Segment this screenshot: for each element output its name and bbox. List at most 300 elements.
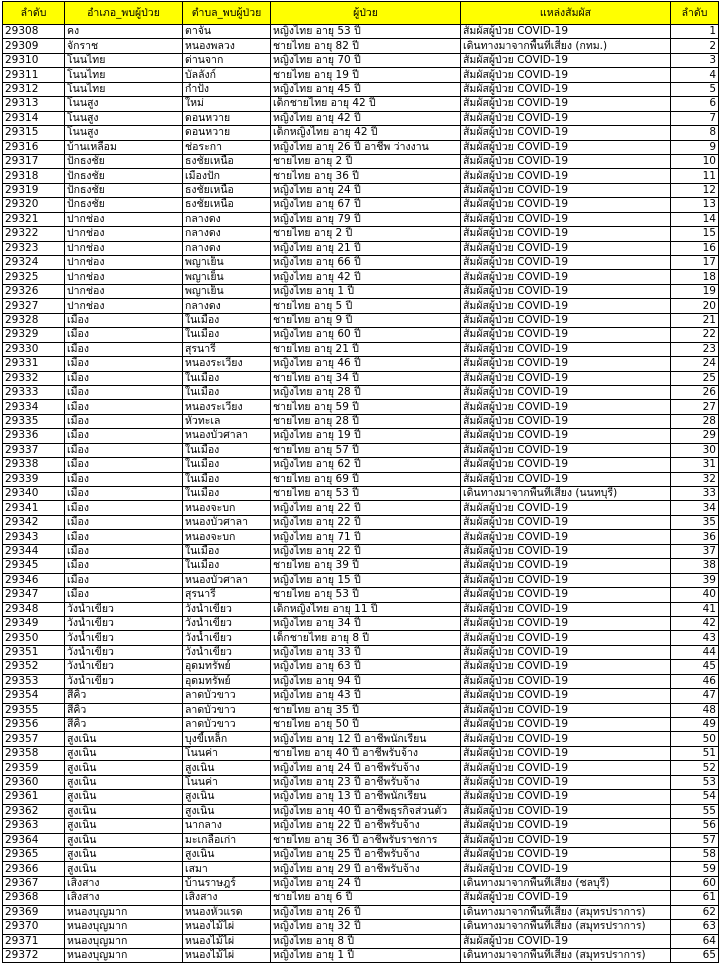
subdistrict-cell: สูงเนิน <box>183 761 271 775</box>
district-cell: เมือง <box>65 385 183 399</box>
district-cell: เมือง <box>65 588 183 602</box>
exposure-source-cell: สัมผัสผู้ป่วย COVID-19 <box>461 414 671 428</box>
patient-cell: หญิงไทย อายุ 67 ปี <box>271 198 461 212</box>
case-number-cell: 29372 <box>3 949 65 963</box>
sequence-cell: 55 <box>671 804 719 818</box>
exposure-source-cell: สัมผัสผู้ป่วย COVID-19 <box>461 501 671 515</box>
sequence-cell: 17 <box>671 256 719 270</box>
subdistrict-cell: หนองบัวศาลา <box>183 429 271 443</box>
case-number-cell: 29364 <box>3 833 65 847</box>
table-row <box>3 862 719 876</box>
patient-cell: หญิงไทย อายุ 79 ปี <box>271 212 461 226</box>
case-number-cell: 29309 <box>3 39 65 53</box>
district-cell: เมือง <box>65 371 183 385</box>
district-cell: วังน้ำเขียว <box>65 602 183 616</box>
case-number-cell: 29360 <box>3 775 65 789</box>
case-number-cell: 29308 <box>3 25 65 39</box>
exposure-source-cell: สัมผัสผู้ป่วย COVID-19 <box>461 732 671 746</box>
district-cell: หนองบุญมาก <box>65 949 183 963</box>
case-number-cell: 29370 <box>3 920 65 934</box>
patient-cell: ชายไทย อายุ 50 ปี <box>271 718 461 732</box>
header-district: อำเภอ_พบผู้ป่วย <box>65 2 183 25</box>
subdistrict-cell: หนองไม้ไผ่ <box>183 934 271 948</box>
exposure-source-cell: สัมผัสผู้ป่วย COVID-19 <box>461 761 671 775</box>
subdistrict-cell: หนองหัวแรด <box>183 905 271 919</box>
patient-cell: หญิงไทย อายุ 26 ปี <box>271 905 461 919</box>
subdistrict-cell: ลาดบัวขาว <box>183 718 271 732</box>
district-cell: หนองบุญมาก <box>65 920 183 934</box>
district-cell: เสิงสาง <box>65 876 183 890</box>
case-number-cell: 29357 <box>3 732 65 746</box>
patient-cell: หญิงไทย อายุ 62 ปี <box>271 458 461 472</box>
sequence-cell: 9 <box>671 140 719 154</box>
exposure-source-cell: สัมผัสผู้ป่วย COVID-19 <box>461 256 671 270</box>
header-row <box>3 2 719 25</box>
table-row <box>3 443 719 457</box>
sequence-cell: 7 <box>671 111 719 125</box>
table-row <box>3 645 719 659</box>
exposure-source-cell: สัมผัสผู้ป่วย COVID-19 <box>461 140 671 154</box>
subdistrict-cell: พญาเย็น <box>183 284 271 298</box>
subdistrict-cell: ในเมือง <box>183 544 271 558</box>
exposure-source-cell: สัมผัสผู้ป่วย COVID-19 <box>461 154 671 168</box>
subdistrict-cell: ในเมือง <box>183 487 271 501</box>
exposure-source-cell: สัมผัสผู้ป่วย COVID-19 <box>461 775 671 789</box>
exposure-source-cell: สัมผัสผู้ป่วย COVID-19 <box>461 588 671 602</box>
case-number-cell: 29311 <box>3 68 65 82</box>
patient-cell: ชายไทย อายุ 82 ปี <box>271 39 461 53</box>
case-number-cell: 29346 <box>3 573 65 587</box>
header-subdistrict: ตำบล_พบผู้ป่วย <box>183 2 271 25</box>
sequence-cell: 35 <box>671 515 719 529</box>
case-number-cell: 29365 <box>3 847 65 861</box>
subdistrict-cell: พญาเย็น <box>183 256 271 270</box>
case-number-cell: 29321 <box>3 212 65 226</box>
patient-cell: หญิงไทย อายุ 23 ปี อาชีพรับจ้าง <box>271 775 461 789</box>
sequence-cell: 20 <box>671 299 719 313</box>
district-cell: เมือง <box>65 472 183 486</box>
table-row <box>3 920 719 934</box>
table-body <box>3 25 719 963</box>
subdistrict-cell: พญาเย็น <box>183 270 271 284</box>
patient-cell: หญิงไทย อายุ 24 ปี อาชีพรับจ้าง <box>271 761 461 775</box>
patient-cell: หญิงไทย อายุ 22 ปี <box>271 515 461 529</box>
case-number-cell: 29356 <box>3 718 65 732</box>
sequence-cell: 6 <box>671 97 719 111</box>
exposure-source-cell: สัมผัสผู้ป่วย COVID-19 <box>461 385 671 399</box>
case-number-cell: 29350 <box>3 631 65 645</box>
case-number-cell: 29348 <box>3 602 65 616</box>
exposure-source-cell: สัมผัสผู้ป่วย COVID-19 <box>461 674 671 688</box>
case-number-cell: 29333 <box>3 385 65 399</box>
subdistrict-cell: เสมา <box>183 862 271 876</box>
subdistrict-cell: อุดมทรัพย์ <box>183 674 271 688</box>
patient-cell: หญิงไทย อายุ 24 ปี <box>271 183 461 197</box>
table-row <box>3 183 719 197</box>
sequence-cell: 33 <box>671 487 719 501</box>
patient-cell: หญิงไทย อายุ 25 ปี อาชีพรับจ้าง <box>271 847 461 861</box>
subdistrict-cell: ดอนหวาย <box>183 111 271 125</box>
subdistrict-cell: ในเมือง <box>183 371 271 385</box>
subdistrict-cell: ในเมือง <box>183 313 271 327</box>
exposure-source-cell: สัมผัสผู้ป่วย COVID-19 <box>461 472 671 486</box>
patient-cell: หญิงไทย อายุ 32 ปี <box>271 920 461 934</box>
sequence-cell: 49 <box>671 718 719 732</box>
case-number-cell: 29315 <box>3 126 65 140</box>
sequence-cell: 34 <box>671 501 719 515</box>
sequence-cell: 52 <box>671 761 719 775</box>
patient-cell: ชายไทย อายุ 57 ปี <box>271 443 461 457</box>
case-number-cell: 29355 <box>3 703 65 717</box>
district-cell: ปากช่อง <box>65 284 183 298</box>
case-number-cell: 29318 <box>3 169 65 183</box>
patient-cell: หญิงไทย อายุ 1 ปี <box>271 949 461 963</box>
case-number-cell: 29337 <box>3 443 65 457</box>
exposure-source-cell: เดินทางมาจากพื้นที่เสี่ยง (สมุทรปราการ) <box>461 905 671 919</box>
district-cell: เสิงสาง <box>65 891 183 905</box>
subdistrict-cell: สุรนารี <box>183 588 271 602</box>
case-number-cell: 29363 <box>3 819 65 833</box>
subdistrict-cell: หนองจะบก <box>183 530 271 544</box>
table-row <box>3 530 719 544</box>
district-cell: เมือง <box>65 573 183 587</box>
exposure-source-cell: สัมผัสผู้ป่วย COVID-19 <box>461 82 671 96</box>
case-number-cell: 29369 <box>3 905 65 919</box>
sequence-cell: 64 <box>671 934 719 948</box>
header-patient: ผู้ป่วย <box>271 2 461 25</box>
exposure-source-cell: เดินทางมาจากพื้นที่เสี่ยง (สมุทรปราการ) <box>461 920 671 934</box>
district-cell: ปากช่อง <box>65 212 183 226</box>
table-row <box>3 804 719 818</box>
table-row <box>3 371 719 385</box>
exposure-source-cell: สัมผัสผู้ป่วย COVID-19 <box>461 689 671 703</box>
exposure-source-cell: สัมผัสผู้ป่วย COVID-19 <box>461 790 671 804</box>
district-cell: วังน้ำเขียว <box>65 645 183 659</box>
patient-cell: ชายไทย อายุ 34 ปี <box>271 371 461 385</box>
table-row <box>3 299 719 313</box>
subdistrict-cell: หนองระเวียง <box>183 400 271 414</box>
sequence-cell: 13 <box>671 198 719 212</box>
patient-cell: หญิงไทย อายุ 33 ปี <box>271 645 461 659</box>
sequence-cell: 61 <box>671 891 719 905</box>
subdistrict-cell: ในเมือง <box>183 385 271 399</box>
subdistrict-cell: หนองจะบก <box>183 501 271 515</box>
case-number-cell: 29312 <box>3 82 65 96</box>
table-row <box>3 25 719 39</box>
subdistrict-cell: สูงเนิน <box>183 847 271 861</box>
district-cell: สูงเนิน <box>65 862 183 876</box>
case-number-cell: 29344 <box>3 544 65 558</box>
patient-cell: เด็กหญิงไทย อายุ 11 ปี <box>271 602 461 616</box>
table-row <box>3 847 719 861</box>
exposure-source-cell: สัมผัสผู้ป่วย COVID-19 <box>461 25 671 39</box>
district-cell: สูงเนิน <box>65 833 183 847</box>
table-row <box>3 270 719 284</box>
table-row <box>3 544 719 558</box>
district-cell: วังน้ำเขียว <box>65 616 183 630</box>
table-row <box>3 905 719 919</box>
district-cell: ปากช่อง <box>65 299 183 313</box>
district-cell: เมือง <box>65 400 183 414</box>
district-cell: สูงเนิน <box>65 790 183 804</box>
case-number-cell: 29339 <box>3 472 65 486</box>
sequence-cell: 39 <box>671 573 719 587</box>
subdistrict-cell: บัลลังก์ <box>183 68 271 82</box>
exposure-source-cell: สัมผัสผู้ป่วย COVID-19 <box>461 241 671 255</box>
patient-cell: ชายไทย อายุ 59 ปี <box>271 400 461 414</box>
exposure-source-cell: สัมผัสผู้ป่วย COVID-19 <box>461 342 671 356</box>
covid-cases-table <box>2 1 719 963</box>
patient-cell: ชายไทย อายุ 19 ปี <box>271 68 461 82</box>
case-number-cell: 29332 <box>3 371 65 385</box>
table-row <box>3 140 719 154</box>
table-row <box>3 212 719 226</box>
case-number-cell: 29327 <box>3 299 65 313</box>
exposure-source-cell: สัมผัสผู้ป่วย COVID-19 <box>461 400 671 414</box>
table-row <box>3 284 719 298</box>
exposure-source-cell: สัมผัสผู้ป่วย COVID-19 <box>461 819 671 833</box>
exposure-source-cell: สัมผัสผู้ป่วย COVID-19 <box>461 183 671 197</box>
subdistrict-cell: ช่อระกา <box>183 140 271 154</box>
exposure-source-cell: สัมผัสผู้ป่วย COVID-19 <box>461 227 671 241</box>
sequence-cell: 43 <box>671 631 719 645</box>
subdistrict-cell: ตาจั่น <box>183 25 271 39</box>
sequence-cell: 45 <box>671 660 719 674</box>
patient-cell: หญิงไทย อายุ 24 ปี <box>271 876 461 890</box>
sequence-cell: 60 <box>671 876 719 890</box>
subdistrict-cell: ในเมือง <box>183 458 271 472</box>
table-row <box>3 256 719 270</box>
table-row <box>3 82 719 96</box>
table-row <box>3 833 719 847</box>
table-row <box>3 154 719 168</box>
district-cell: สูงเนิน <box>65 761 183 775</box>
district-cell: ปากช่อง <box>65 227 183 241</box>
exposure-source-cell: สัมผัสผู้ป่วย COVID-19 <box>461 530 671 544</box>
case-number-cell: 29317 <box>3 154 65 168</box>
subdistrict-cell: กลางดง <box>183 227 271 241</box>
patient-cell: หญิงไทย อายุ 43 ปี <box>271 689 461 703</box>
sequence-cell: 25 <box>671 371 719 385</box>
patient-cell: หญิงไทย อายุ 13 ปี อาชีพนักเรียน <box>271 790 461 804</box>
subdistrict-cell: กำปัง <box>183 82 271 96</box>
patient-cell: ชายไทย อายุ 53 ปี <box>271 487 461 501</box>
case-number-cell: 29367 <box>3 876 65 890</box>
patient-cell: ชายไทย อายุ 36 ปี อาชีพรับราชการ <box>271 833 461 847</box>
district-cell: หนองบุญมาก <box>65 934 183 948</box>
exposure-source-cell: สัมผัสผู้ป่วย COVID-19 <box>461 862 671 876</box>
exposure-source-cell: สัมผัสผู้ป่วย COVID-19 <box>461 458 671 472</box>
district-cell: โนนสูง <box>65 126 183 140</box>
patient-cell: หญิงไทย อายุ 66 ปี <box>271 256 461 270</box>
district-cell: ปักธงชัย <box>65 154 183 168</box>
exposure-source-cell: สัมผัสผู้ป่วย COVID-19 <box>461 284 671 298</box>
sequence-cell: 11 <box>671 169 719 183</box>
table-row <box>3 169 719 183</box>
subdistrict-cell: กลางดง <box>183 299 271 313</box>
table-row <box>3 660 719 674</box>
sequence-cell: 62 <box>671 905 719 919</box>
sequence-cell: 42 <box>671 616 719 630</box>
case-number-cell: 29319 <box>3 183 65 197</box>
exposure-source-cell: สัมผัสผู้ป่วย COVID-19 <box>461 515 671 529</box>
subdistrict-cell: อุดมทรัพย์ <box>183 660 271 674</box>
table-row <box>3 429 719 443</box>
district-cell: เมือง <box>65 342 183 356</box>
exposure-source-cell: สัมผัสผู้ป่วย COVID-19 <box>461 602 671 616</box>
district-cell: เมือง <box>65 530 183 544</box>
subdistrict-cell: ในเมือง <box>183 472 271 486</box>
case-number-cell: 29316 <box>3 140 65 154</box>
subdistrict-cell: ด่านจาก <box>183 53 271 67</box>
patient-cell: เด็กชายไทย อายุ 8 ปี <box>271 631 461 645</box>
case-number-cell: 29329 <box>3 328 65 342</box>
table-row <box>3 588 719 602</box>
subdistrict-cell: สุรนารี <box>183 342 271 356</box>
exposure-source-cell: สัมผัสผู้ป่วย COVID-19 <box>461 891 671 905</box>
sequence-cell: 24 <box>671 357 719 371</box>
table-row <box>3 385 719 399</box>
exposure-source-cell: สัมผัสผู้ป่วย COVID-19 <box>461 371 671 385</box>
exposure-source-cell: เดินทางมาจากพื้นที่เสี่ยง (ชลบุรี) <box>461 876 671 890</box>
district-cell: เมือง <box>65 501 183 515</box>
sequence-cell: 18 <box>671 270 719 284</box>
patient-cell: หญิงไทย อายุ 12 ปี อาชีพนักเรียน <box>271 732 461 746</box>
exposure-source-cell: สัมผัสผู้ป่วย COVID-19 <box>461 934 671 948</box>
district-cell: สูงเนิน <box>65 775 183 789</box>
patient-cell: หญิงไทย อายุ 15 ปี <box>271 573 461 587</box>
table-row <box>3 631 719 645</box>
district-cell: สูงเนิน <box>65 847 183 861</box>
case-number-cell: 29322 <box>3 227 65 241</box>
case-number-cell: 29334 <box>3 400 65 414</box>
case-number-cell: 29330 <box>3 342 65 356</box>
district-cell: สูงเนิน <box>65 819 183 833</box>
case-number-cell: 29349 <box>3 616 65 630</box>
patient-cell: ชายไทย อายุ 2 ปี <box>271 227 461 241</box>
case-number-cell: 29323 <box>3 241 65 255</box>
subdistrict-cell: สูงเนิน <box>183 790 271 804</box>
subdistrict-cell: กลางดง <box>183 212 271 226</box>
case-number-cell: 29368 <box>3 891 65 905</box>
table-row <box>3 501 719 515</box>
case-number-cell: 29352 <box>3 660 65 674</box>
sequence-cell: 31 <box>671 458 719 472</box>
exposure-source-cell: สัมผัสผู้ป่วย COVID-19 <box>461 804 671 818</box>
exposure-source-cell: สัมผัสผู้ป่วย COVID-19 <box>461 357 671 371</box>
sequence-cell: 21 <box>671 313 719 327</box>
subdistrict-cell: หนองไม้ไผ่ <box>183 920 271 934</box>
district-cell: สูงเนิน <box>65 732 183 746</box>
case-number-cell: 29342 <box>3 515 65 529</box>
district-cell: สีคิ้ว <box>65 689 183 703</box>
table-row <box>3 198 719 212</box>
header-exposure-source: แหล่งสัมผัส <box>461 2 671 25</box>
patient-cell: หญิงไทย อายุ 46 ปี <box>271 357 461 371</box>
exposure-source-cell: สัมผัสผู้ป่วย COVID-19 <box>461 111 671 125</box>
sequence-cell: 5 <box>671 82 719 96</box>
table-row <box>3 515 719 529</box>
district-cell: คง <box>65 25 183 39</box>
patient-cell: ชายไทย อายุ 6 ปี <box>271 891 461 905</box>
district-cell: เมือง <box>65 313 183 327</box>
case-number-cell: 29310 <box>3 53 65 67</box>
subdistrict-cell: ในเมือง <box>183 559 271 573</box>
exposure-source-cell: สัมผัสผู้ป่วย COVID-19 <box>461 328 671 342</box>
exposure-source-cell: สัมผัสผู้ป่วย COVID-19 <box>461 126 671 140</box>
district-cell: โนนไทย <box>65 82 183 96</box>
subdistrict-cell: วังน้ำเขียว <box>183 631 271 645</box>
district-cell: เมือง <box>65 559 183 573</box>
subdistrict-cell: โนนค่า <box>183 775 271 789</box>
patient-cell: ชายไทย อายุ 9 ปี <box>271 313 461 327</box>
exposure-source-cell: เดินทางมาจากพื้นที่เสี่ยง (สมุทรปราการ) <box>461 949 671 963</box>
sequence-cell: 56 <box>671 819 719 833</box>
patient-cell: ชายไทย อายุ 40 ปี อาชีพรับจ้าง <box>271 746 461 760</box>
table-row <box>3 111 719 125</box>
exposure-source-cell: สัมผัสผู้ป่วย COVID-19 <box>461 573 671 587</box>
exposure-source-cell: สัมผัสผู้ป่วย COVID-19 <box>461 169 671 183</box>
subdistrict-cell: ธงชัยเหนือ <box>183 198 271 212</box>
subdistrict-cell: วังน้ำเขียว <box>183 616 271 630</box>
table-row <box>3 718 719 732</box>
patient-cell: หญิงไทย อายุ 53 ปี <box>271 25 461 39</box>
district-cell: ปักธงชัย <box>65 198 183 212</box>
district-cell: เมือง <box>65 487 183 501</box>
case-number-cell: 29326 <box>3 284 65 298</box>
table-row <box>3 819 719 833</box>
case-number-cell: 29366 <box>3 862 65 876</box>
table-row <box>3 357 719 371</box>
sequence-cell: 10 <box>671 154 719 168</box>
exposure-source-cell: สัมผัสผู้ป่วย COVID-19 <box>461 270 671 284</box>
subdistrict-cell: สูงเนิน <box>183 804 271 818</box>
patient-cell: ชายไทย อายุ 28 ปี <box>271 414 461 428</box>
table-row <box>3 876 719 890</box>
subdistrict-cell: เมืองปัก <box>183 169 271 183</box>
sequence-cell: 4 <box>671 68 719 82</box>
case-number-cell: 29354 <box>3 689 65 703</box>
patient-cell: ชายไทย อายุ 2 ปี <box>271 154 461 168</box>
sequence-cell: 3 <box>671 53 719 67</box>
sequence-cell: 2 <box>671 39 719 53</box>
table-row <box>3 227 719 241</box>
patient-cell: หญิงไทย อายุ 28 ปี <box>271 385 461 399</box>
table-row <box>3 328 719 342</box>
subdistrict-cell: ในเมือง <box>183 328 271 342</box>
case-number-cell: 29362 <box>3 804 65 818</box>
case-number-cell: 29331 <box>3 357 65 371</box>
exposure-source-cell: สัมผัสผู้ป่วย COVID-19 <box>461 718 671 732</box>
case-number-cell: 29359 <box>3 761 65 775</box>
district-cell: โนนสูง <box>65 111 183 125</box>
patient-cell: หญิงไทย อายุ 26 ปี อาชีพ ว่างงาน <box>271 140 461 154</box>
table-row <box>3 559 719 573</box>
sequence-cell: 38 <box>671 559 719 573</box>
exposure-source-cell: สัมผัสผู้ป่วย COVID-19 <box>461 97 671 111</box>
subdistrict-cell: มะเกลือเก่า <box>183 833 271 847</box>
district-cell: โนนไทย <box>65 53 183 67</box>
sequence-cell: 50 <box>671 732 719 746</box>
table-row <box>3 487 719 501</box>
case-number-cell: 29340 <box>3 487 65 501</box>
subdistrict-cell: โนนค่า <box>183 746 271 760</box>
patient-cell: ชายไทย อายุ 21 ปี <box>271 342 461 356</box>
sequence-cell: 63 <box>671 920 719 934</box>
subdistrict-cell: กลางดง <box>183 241 271 255</box>
case-number-cell: 29351 <box>3 645 65 659</box>
sequence-cell: 12 <box>671 183 719 197</box>
